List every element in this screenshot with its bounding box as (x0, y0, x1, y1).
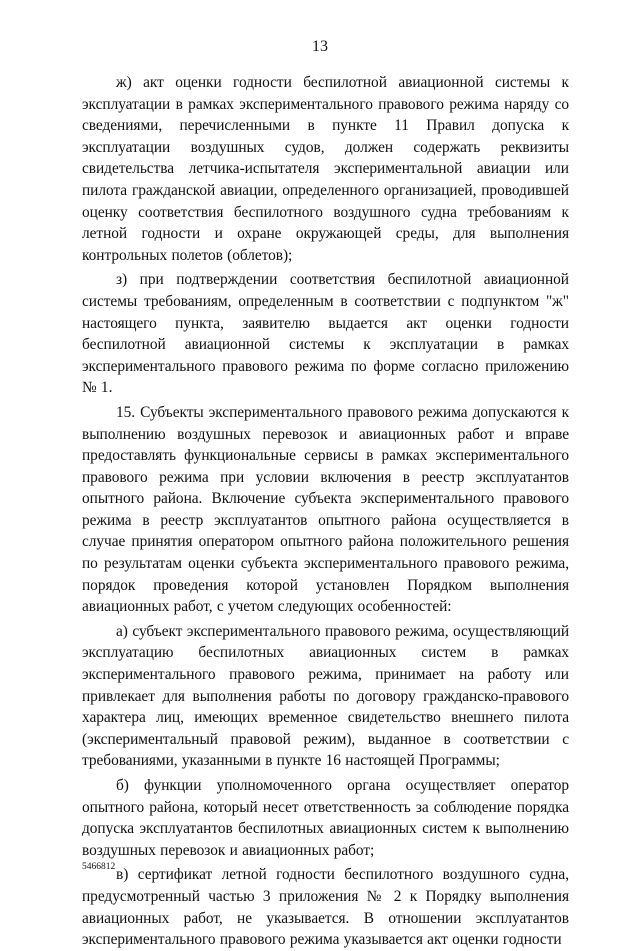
page-number: 13 (312, 38, 328, 55)
paragraph-z: з) при подтверждении соответствия беспилотной авиационной системы требованиям, определенным в соответствии с подпунктом "ж" настоящего пункта, заявителю выдается акт оценки годности беспилотной авиационной системы к эксплуатации в рамках экспериментального правового режима по форме согласно приложению № 1. (82, 271, 569, 397)
paragraph-b: б) функции уполномоченного органа осуществляет оператор опытного района, который несет ответственность за соблюдение порядка допуска эксплуатантов беспилотных авиационных систем к выполнению воздушных перевозок и авиационных работ; (82, 777, 569, 859)
document-body (82, 72, 569, 951)
paragraph-15: 15. Субъекты экспериментального правового режима допускаются к выполнению воздушных перевозок и авиационных работ и вправе предоставлять функциональные сервисы в рамках экспериментального правового режима при условии включения в реестр эксплуатантов опытного района. Включение субъекта экспериментального правового режима в реестр эксплуатантов опытного района осуществляется в случае принятия оператором опытного района положительного решения по результатам оценки субъекта экспериментального правового режима, порядок проведения которой установлен Порядком выполнения авиационных работ, с учетом следующих особенностей: (82, 403, 569, 616)
document-code: 5466812 (82, 862, 116, 872)
paragraph-v: в) сертификат летной годности беспилотного воздушного судна, предусмотренный частью 3 приложения № 2 к Порядку выполнения авиационных работ, не указывается. В отношении эксплуатантов экспериментального правового режима указывается акт оценки годности (82, 866, 569, 949)
paragraph-zh: ж) акт оценки годности беспилотной авиационной системы к эксплуатации в рамках экспериментального правового режима наряду со сведениями, перечисленными в пункте 11 Правил допуска к эксплуатации воздушных судов, должен содержать реквизиты свидетельства летчика-испытателя экспериментальной авиации или пилота гражданской авиации, определенного организацией, проводившей оценку соответствия беспилотного воздушного судна требованиям к летной годности и охране окружающей среды, для выполнения контрольных полетов (облетов); (82, 74, 569, 264)
paragraph-a: а) субъект экспериментального правового режима, осуществляющий эксплуатацию беспилотных авиационных систем в рамках экспериментального правового режима, принимает на работу или привлекает для выполнения работы по договору гражданско-правового характера лиц, имеющих временное свидетельство внешнего пилота (экспериментальный правовой режим), выданное в соответствии с требованиями, указанными в пункте 16 настоящей Программы; (82, 622, 569, 770)
